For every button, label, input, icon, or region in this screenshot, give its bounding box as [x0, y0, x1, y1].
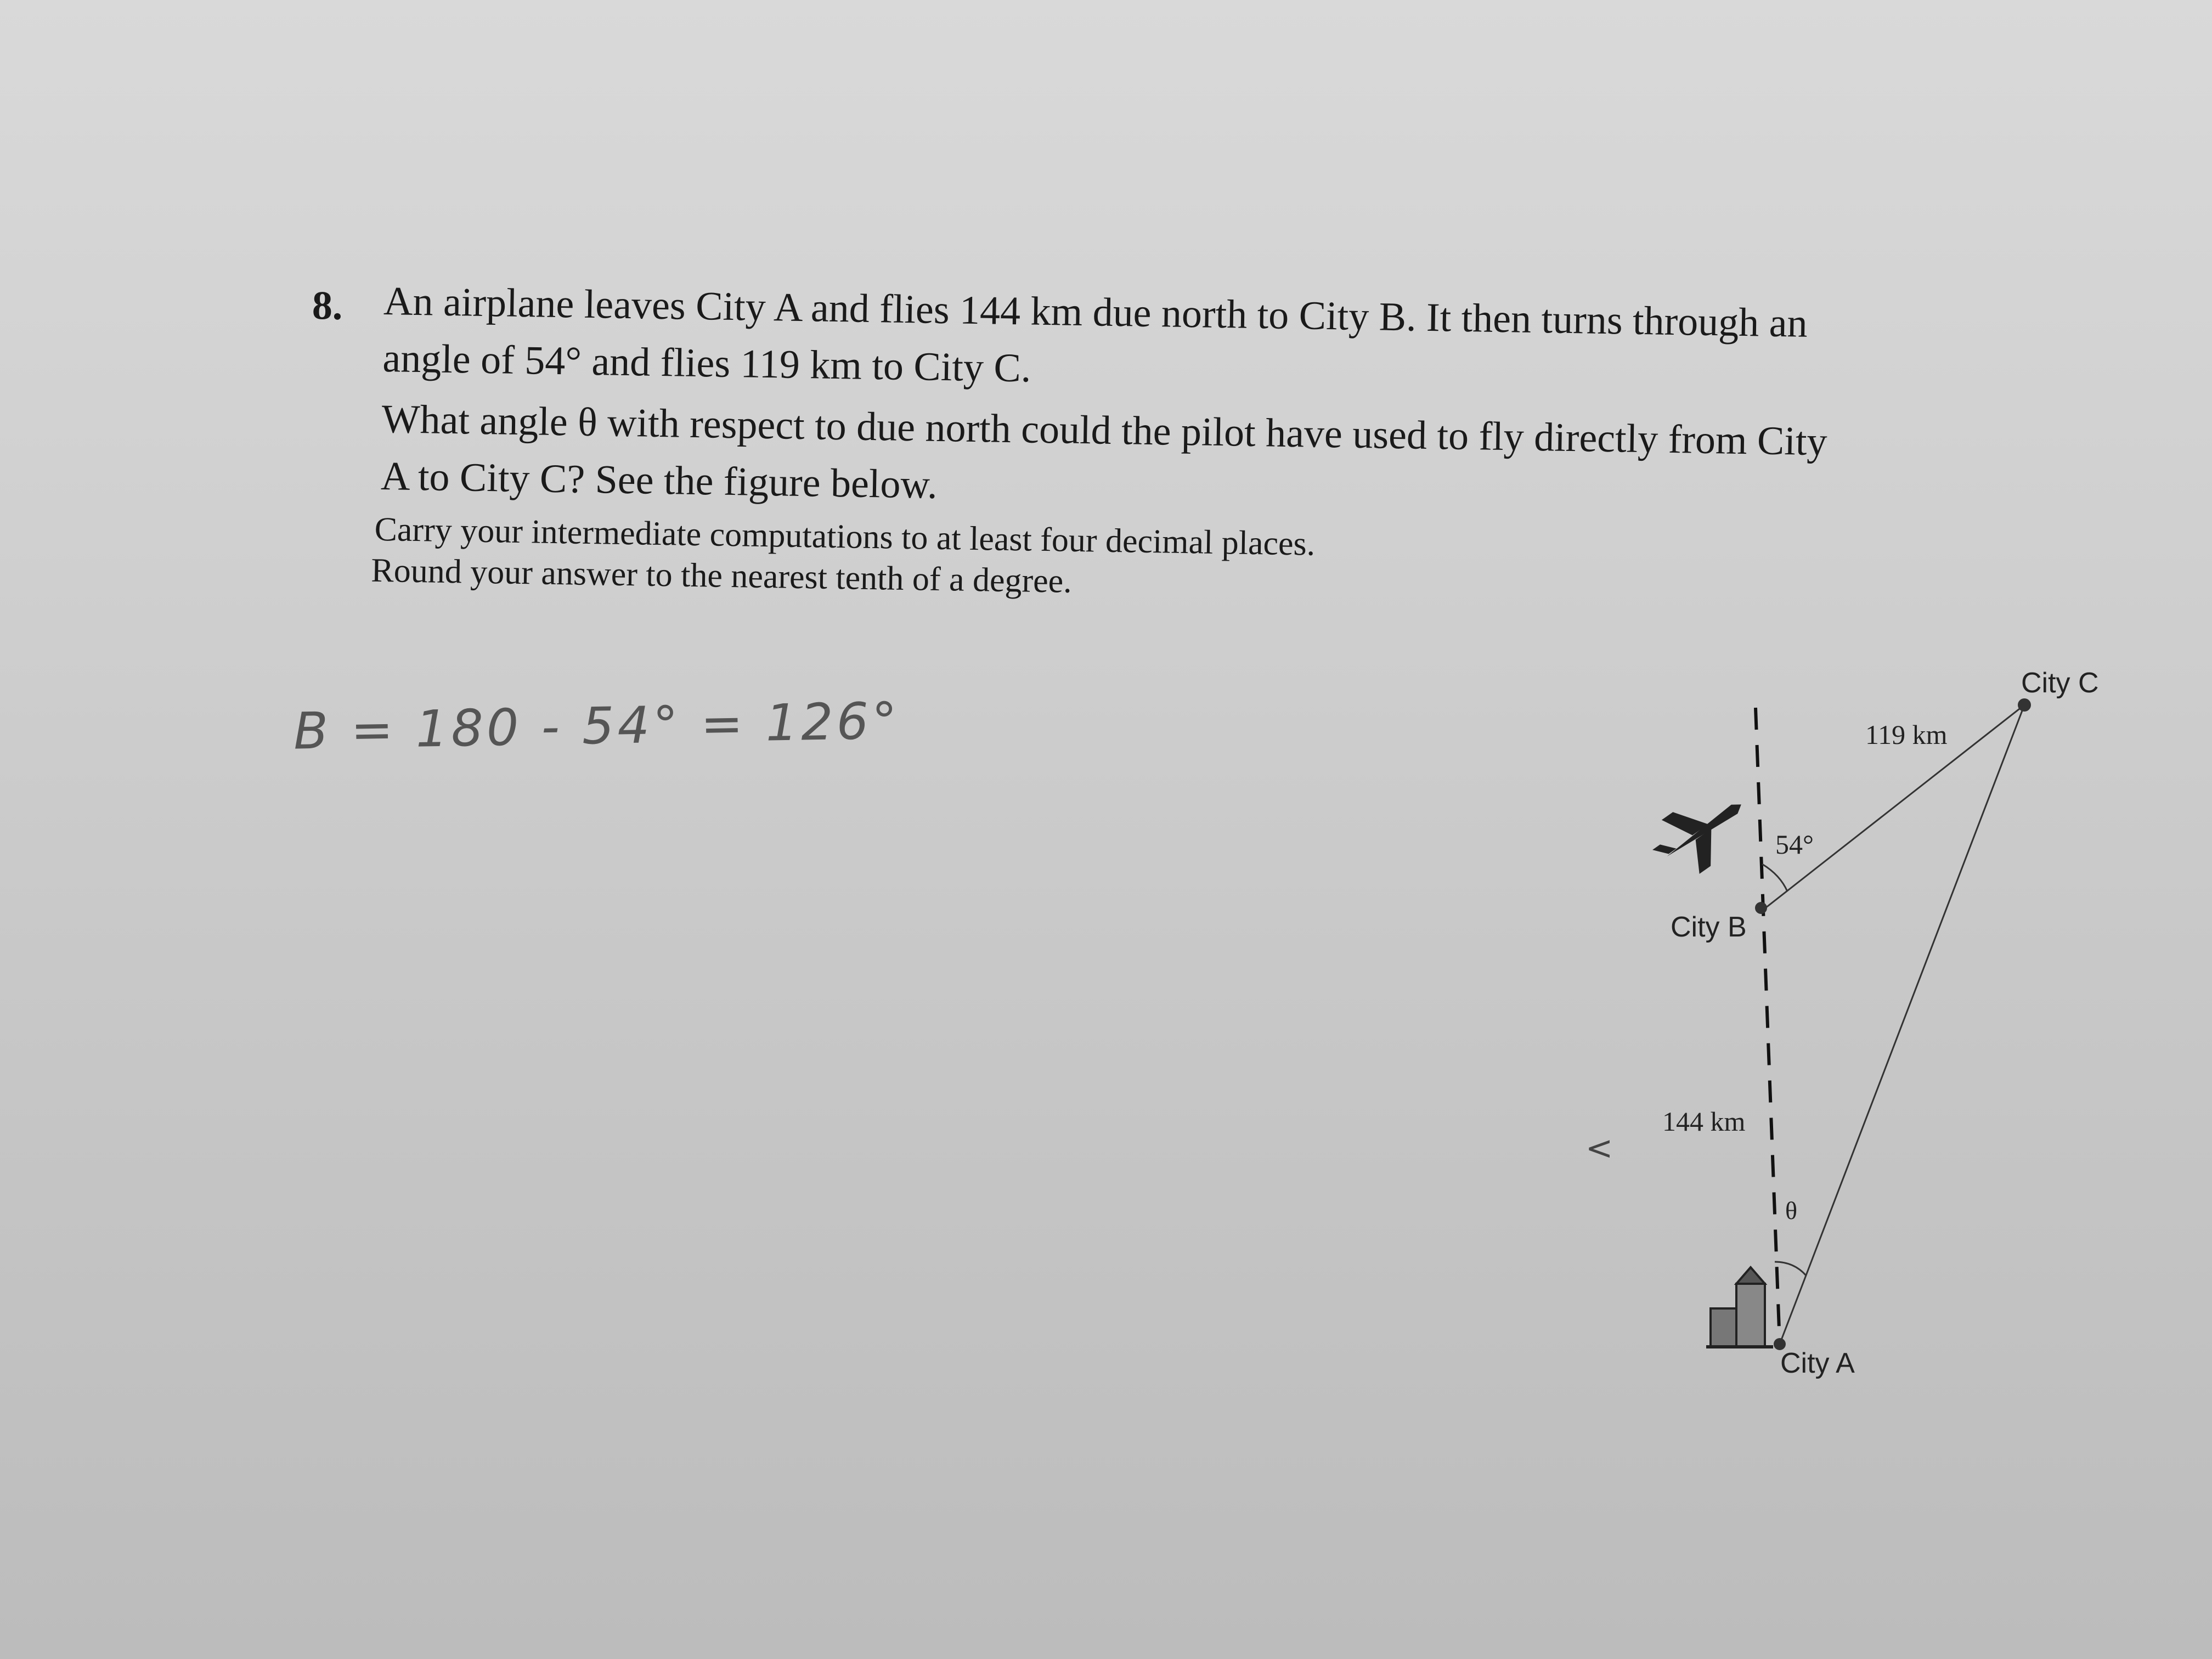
angle-arc-54	[1762, 864, 1787, 891]
airplane-icon	[1641, 777, 1760, 888]
instruction-precision: Carry your intermediate computations to at least four decimal places.	[374, 510, 1316, 563]
label-city-a: City A	[1780, 1347, 1855, 1379]
problem-number: 8.	[312, 283, 343, 329]
question-text-line-2: A to City C? See the figure below.	[380, 454, 938, 507]
angle-arc-theta	[1775, 1262, 1806, 1276]
city-c-point	[2018, 698, 2031, 712]
question-text-line-1: What angle θ with respect to due north could the pilot have used to fly directly from City	[381, 397, 1828, 465]
handwritten-work: B = 180 - 54° = 126°	[293, 691, 901, 761]
label-distance-bc: 119 km	[1865, 719, 1948, 750]
label-angle-theta: θ	[1785, 1197, 1798, 1224]
label-city-c: City C	[2021, 667, 2099, 699]
buildings-icon	[1706, 1267, 1773, 1347]
handwritten-stray-mark: <	[1585, 1129, 1613, 1167]
city-b-point	[1755, 902, 1767, 914]
problem-text-line-1: An airplane leaves City A and flies 144 km due north to City B. It then turns through an	[383, 279, 1808, 346]
label-distance-ab: 144 km	[1662, 1106, 1746, 1137]
north-reference-line	[1756, 708, 1780, 1344]
problem-text-line-2: angle of 54° and flies 119 km to City C.	[382, 336, 1031, 391]
instruction-rounding: Round your answer to the nearest tenth of a degree.	[370, 551, 1073, 600]
label-angle-54: 54°	[1775, 829, 1814, 860]
label-city-b: City B	[1671, 911, 1747, 943]
